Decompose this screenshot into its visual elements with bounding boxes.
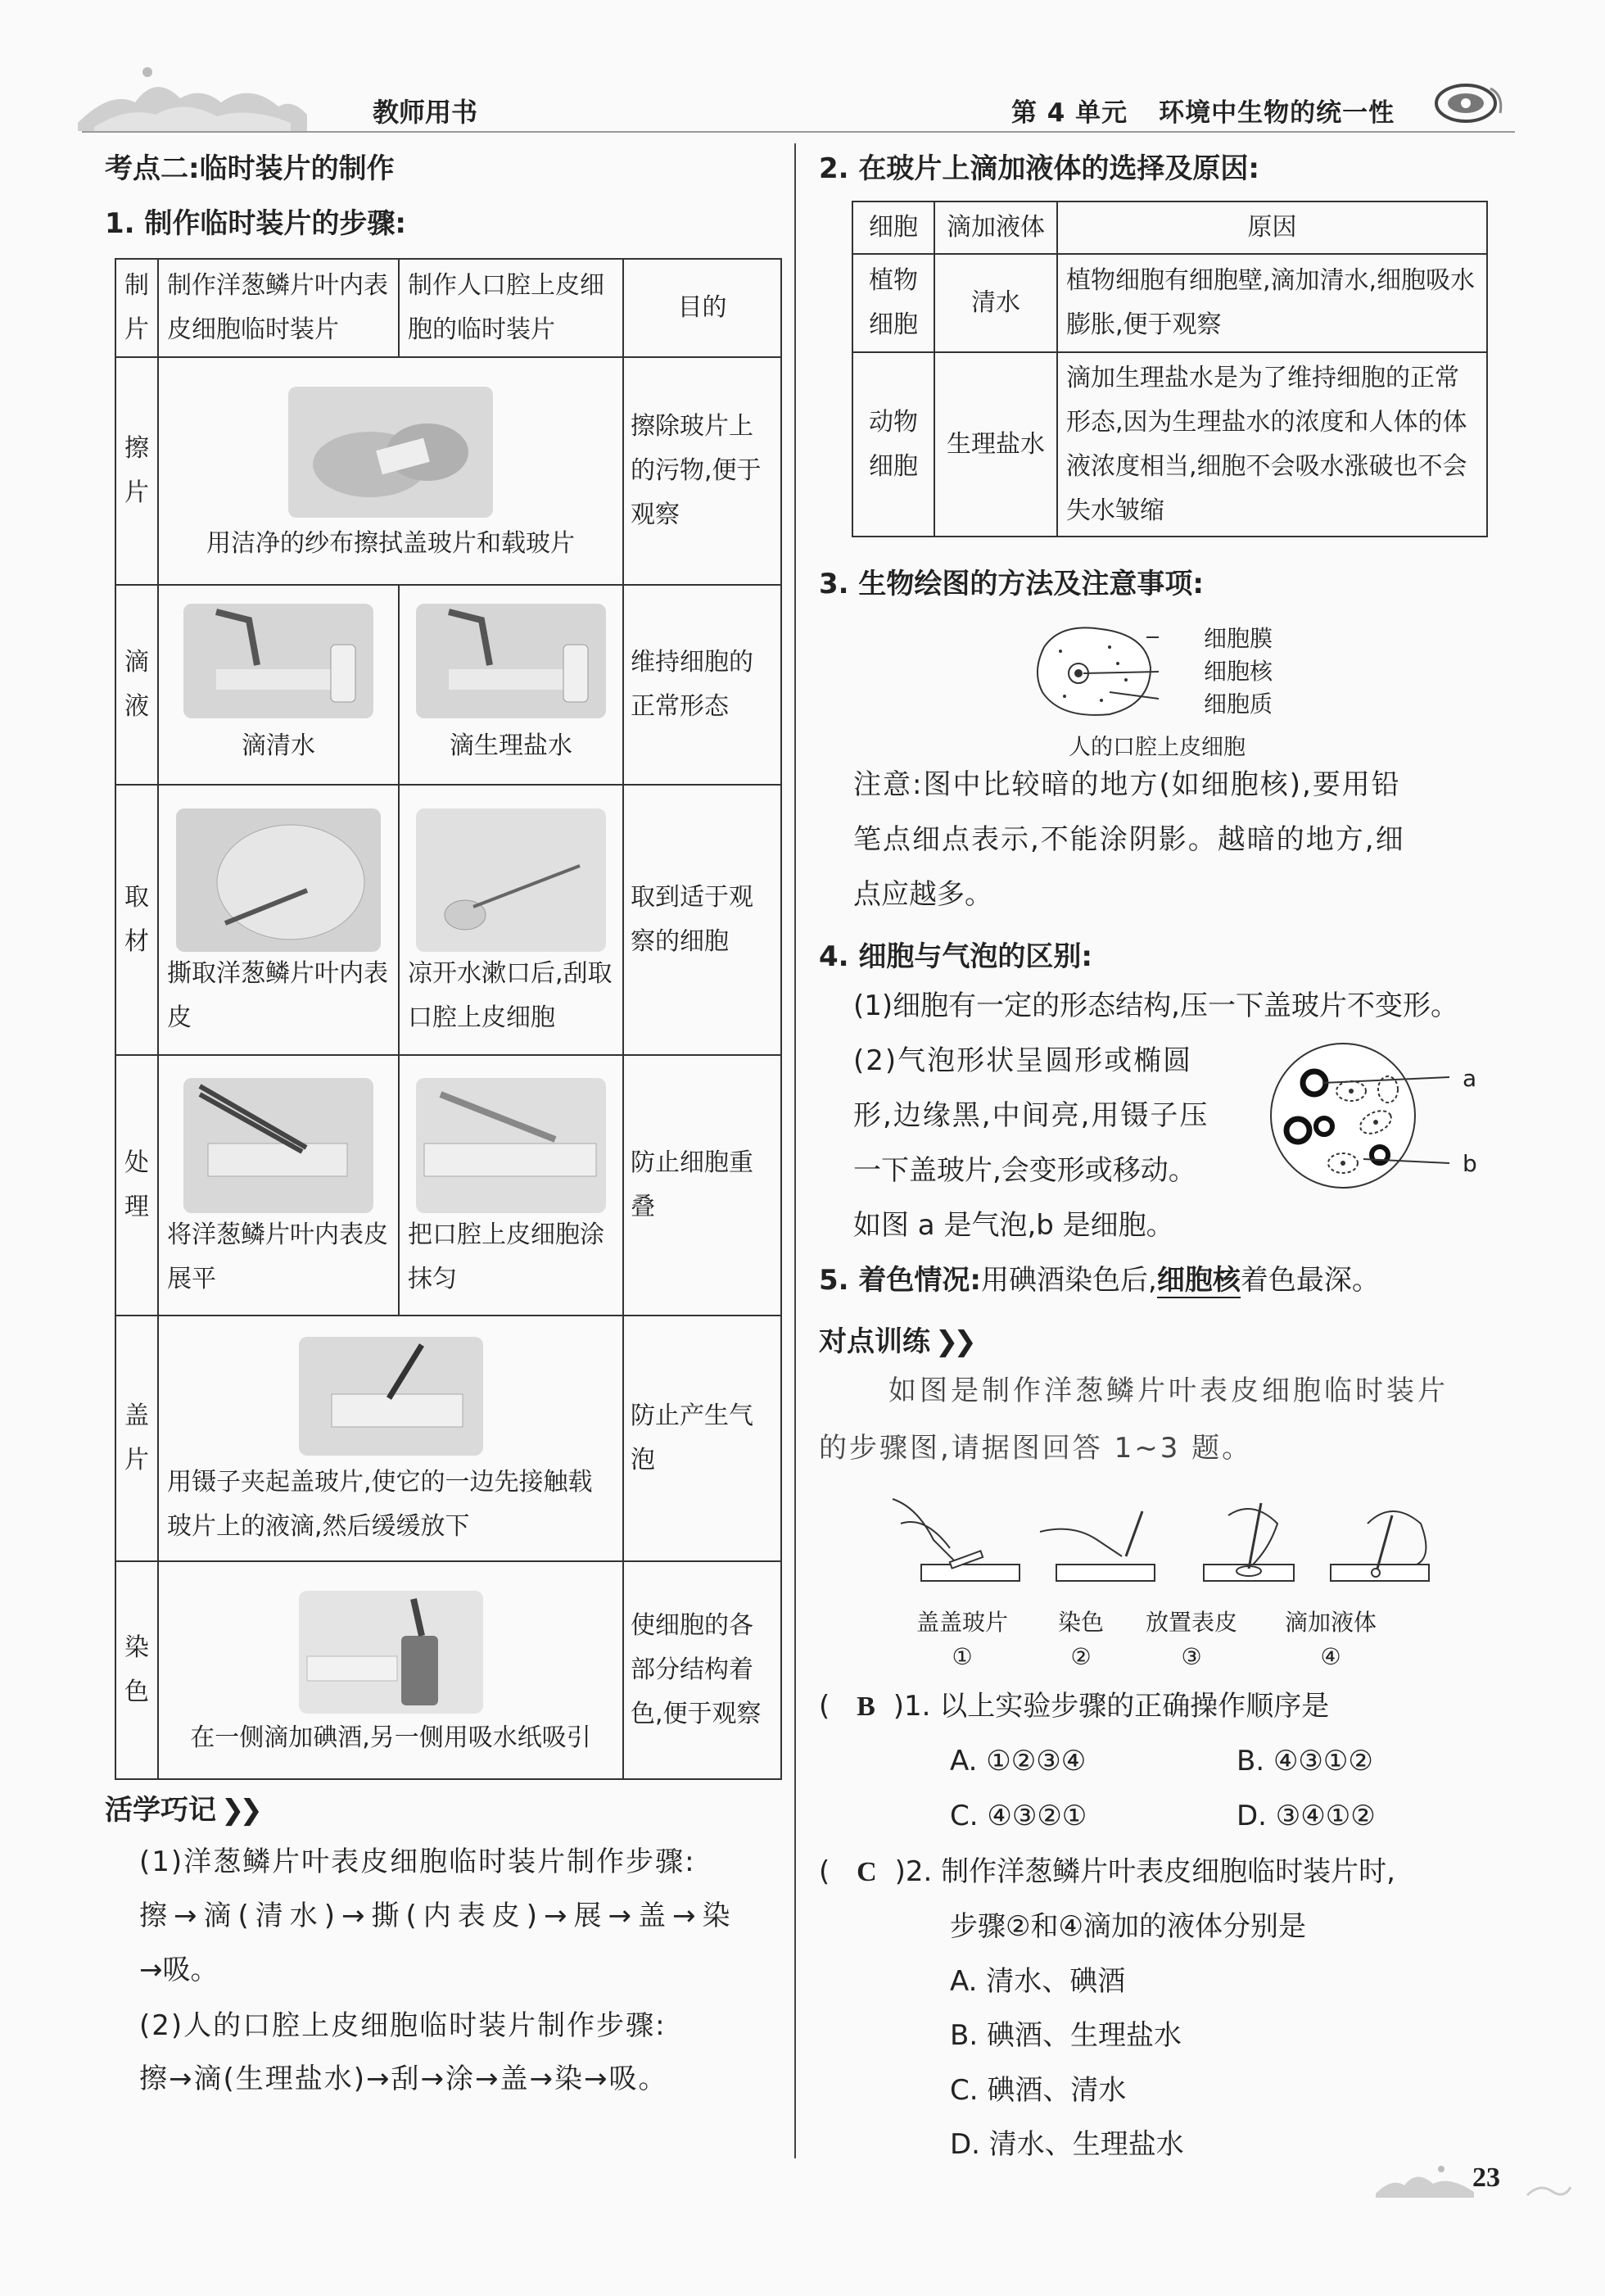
liquid-header-cell: 细胞 — [852, 202, 934, 254]
figure-step — [1277, 1605, 1384, 1674]
practice-label: 对点训练 — [819, 1325, 930, 1358]
table-header-row — [115, 259, 781, 357]
step-category: 处理 — [115, 1055, 158, 1316]
staining-photo — [299, 1591, 483, 1714]
table-header-cell: 目的 — [623, 259, 781, 357]
figure-step-number: ③ — [1181, 1643, 1202, 1670]
s4-line: 形,边缘黑,中间亮,用镊子压 — [853, 1099, 1209, 1132]
step-caption: 滴清水 — [242, 731, 315, 760]
table-row — [852, 352, 1487, 537]
flattening-epidermis-photo — [183, 1078, 373, 1213]
s5-text: 用碘酒染色后, — [981, 1264, 1157, 1297]
tips-line: (1)洋葱鳞片叶表皮细胞临时装片制作步骤: — [139, 1845, 696, 1878]
tips-line: (2)人的口腔上皮细胞临时装片制作步骤: — [139, 2009, 667, 2042]
table-row — [115, 1316, 781, 1561]
scraping-cheek-photo — [416, 808, 606, 952]
column-divider — [794, 143, 796, 2158]
liquid-cell-type: 动物细胞 — [852, 352, 934, 537]
figure-step — [913, 1605, 1011, 1674]
cell-membrane-label: 细胞膜 — [1204, 625, 1273, 652]
peeling-onion-photo — [176, 808, 381, 952]
liquid-name: 清水 — [934, 254, 1057, 352]
memory-tips-label: 活学巧记 — [105, 1794, 216, 1827]
option: D. 清水、生理盐水 — [950, 2128, 1184, 2161]
table-row — [115, 1055, 781, 1316]
step-caption: 撕取洋葱鳞片叶内表皮 — [167, 958, 388, 1032]
steps-title: 1. 制作临时装片的步骤: — [105, 207, 407, 240]
question-1-open: ( — [819, 1690, 830, 1723]
cell-labels — [1204, 623, 1273, 721]
step-caption: 用洁净的纱布擦拭盖玻片和载玻片 — [206, 529, 575, 558]
s3-note-line: 笔点细点表示,不能涂阴影。越暗的地方,细 — [853, 823, 1405, 856]
tips-line: →吸。 — [139, 1954, 219, 1986]
steps-table — [115, 258, 782, 1780]
s4-line: (1)细胞有一定的形态结构,压一下盖玻片不变形。 — [853, 989, 1458, 1022]
option: C. ④③②① — [950, 1800, 1087, 1832]
liquid-name: 生理盐水 — [934, 352, 1057, 537]
table-row — [115, 357, 781, 585]
liquid-header-row — [852, 202, 1487, 254]
step-purpose: 维持细胞的正常形态 — [623, 585, 781, 785]
double-chevron-icon: ❯❯ — [216, 1794, 258, 1827]
step-cheek-cell — [399, 785, 623, 1055]
s5-suffix: 着色最深。 — [1240, 1264, 1380, 1297]
question-2 — [819, 1845, 1395, 1900]
procedure-figure — [876, 1491, 1441, 1597]
table-row — [852, 254, 1487, 352]
double-chevron-icon: ❯❯ — [930, 1325, 972, 1358]
step-purpose: 防止产生气泡 — [623, 1316, 781, 1561]
s2-title: 2. 在玻片上滴加液体的选择及原因: — [819, 152, 1260, 185]
step-category: 滴液 — [115, 585, 158, 785]
step-onion-cell — [158, 1316, 623, 1561]
cell-label: b — [1463, 1150, 1477, 1177]
table-row — [115, 585, 781, 785]
mountain-decoration-icon — [78, 57, 307, 131]
figure-step-label: 染色 — [1057, 1609, 1104, 1636]
s4-title: 4. 细胞与气泡的区别: — [819, 940, 1093, 973]
question-1 — [819, 1679, 1329, 1734]
practice-title — [819, 1319, 972, 1359]
figure-step-label: 放置表皮 — [1145, 1609, 1237, 1636]
step-onion-cell — [158, 785, 399, 1055]
step-onion-cell — [158, 1055, 399, 1316]
step-category: 盖片 — [115, 1316, 158, 1561]
table-header-cell: 制作人口腔上皮细胞的临时装片 — [399, 259, 623, 357]
step-onion-cell — [158, 357, 623, 585]
step-caption: 在一侧滴加碘酒,另一侧用吸水纸吸引 — [190, 1723, 591, 1752]
s3-note-line: 点应越多。 — [853, 878, 992, 911]
figure-step-label: 滴加液体 — [1284, 1609, 1377, 1636]
eye-logo-icon — [1433, 79, 1507, 126]
option: B. 碘酒、生理盐水 — [950, 2019, 1182, 2052]
figure-step — [1040, 1605, 1122, 1674]
section-title: 考点二:临时装片的制作 — [105, 152, 395, 185]
tips-line: 擦→滴(清水)→撕(内表皮)→展→盖→染 — [139, 1900, 737, 1932]
question-2-text-2: 步骤②和④滴加的液体分别是 — [950, 1910, 1306, 1943]
liquid-header-cell: 原因 — [1057, 202, 1487, 254]
step-caption: 把口腔上皮细胞涂抹匀 — [408, 1220, 604, 1293]
question-2-text: )2. 制作洋葱鳞片叶表皮细胞临时装片时, — [894, 1855, 1395, 1888]
header-unit-title: 环境中生物的统一性 — [1159, 98, 1395, 128]
liquid-cell-type: 植物细胞 — [852, 254, 934, 352]
s5-line — [819, 1253, 1380, 1308]
step-caption: 滴生理盐水 — [450, 731, 572, 760]
step1-drawing — [893, 1499, 1020, 1581]
step2-drawing — [1040, 1511, 1155, 1581]
dropping-water-photo — [183, 604, 373, 718]
step-purpose: 使细胞的各部分结构着色,便于观察 — [623, 1561, 781, 1779]
step-category: 擦片 — [115, 357, 158, 585]
step-caption: 将洋葱鳞片叶内表皮展平 — [167, 1220, 388, 1293]
table-header-cell: 制作洋葱鳞片叶内表皮细胞临时装片 — [158, 259, 399, 357]
step3-drawing — [1204, 1503, 1294, 1581]
step-category: 取材 — [115, 785, 158, 1055]
figure-step-number: ④ — [1320, 1643, 1341, 1670]
footer-mountain-icon — [1376, 2161, 1474, 2198]
s5-key: 细胞核 — [1156, 1264, 1241, 1297]
s3-title: 3. 生物绘图的方法及注意事项: — [819, 568, 1205, 600]
practice-intro-line: 的步骤图,请据图回答 1~3 题。 — [819, 1432, 1253, 1465]
step-onion-cell — [158, 1561, 623, 1779]
practice-intro-line: 如图是制作洋葱鳞片叶表皮细胞临时装片 — [888, 1374, 1449, 1407]
step-caption: 凉开水漱口后,刮取口腔上皮细胞 — [408, 958, 613, 1032]
step-onion-cell — [158, 585, 399, 785]
header-unit-number: 第 4 单元 — [1011, 98, 1128, 128]
step-purpose: 取到适于观察的细胞 — [623, 785, 781, 1055]
figure-step-number: ① — [952, 1643, 973, 1670]
header-unit — [1011, 92, 1395, 129]
option: D. ③④①② — [1237, 1800, 1376, 1832]
option: C. 碘酒、清水 — [950, 2074, 1127, 2107]
question-1-text: )1. 以上实验步骤的正确操作顺序是 — [893, 1690, 1330, 1723]
smearing-cells-photo — [416, 1078, 606, 1213]
figure-step — [1138, 1605, 1245, 1674]
bubble-label: a — [1463, 1065, 1477, 1092]
option: A. ①②③④ — [950, 1745, 1087, 1777]
step-cheek-cell — [399, 585, 623, 785]
step-purpose: 擦除玻片上的污物,便于观察 — [623, 357, 781, 585]
option: B. ④③①② — [1237, 1745, 1373, 1777]
cell-caption: 人的口腔上皮细胞 — [1069, 735, 1246, 760]
table-row — [115, 1561, 781, 1779]
bubble-cell-diagram — [1265, 1040, 1466, 1196]
table-header-cell: 制片 — [115, 259, 158, 357]
footer-swirl-icon — [1523, 2179, 1572, 2203]
question-2-open: ( — [819, 1855, 830, 1888]
s5-title: 5. 着色情况: — [819, 1264, 982, 1297]
memory-tips-title — [105, 1787, 258, 1827]
step-purpose: 防止细胞重叠 — [623, 1055, 781, 1316]
option: A. 清水、碘酒 — [950, 1965, 1126, 1998]
step-category: 染色 — [115, 1561, 158, 1779]
cell-nucleus-label: 细胞核 — [1204, 658, 1273, 685]
tips-line: 擦→滴(生理盐水)→刮→涂→盖→染→吸。 — [139, 2063, 668, 2095]
liquid-header-cell: 滴加液体 — [934, 202, 1057, 254]
cytoplasm-label: 细胞质 — [1204, 691, 1273, 718]
page-number: 23 — [1472, 2162, 1500, 2193]
step-caption: 用镊子夹起盖玻片,使它的一边先接触载玻片上的液滴,然后缓缓放下 — [167, 1467, 593, 1541]
step-cheek-cell — [399, 1055, 623, 1316]
step4-drawing — [1331, 1511, 1429, 1581]
s3-note-line: 注意:图中比较暗的地方(如细胞核),要用铅 — [853, 768, 1401, 801]
s4-line: 一下盖玻片,会变形或移动。 — [853, 1154, 1196, 1187]
header-book-label: 教师用书 — [373, 97, 478, 128]
s4-line: (2)气泡形状呈圆形或椭圆 — [853, 1044, 1193, 1077]
wiping-slide-photo — [288, 387, 493, 518]
liquid-reason: 植物细胞有细胞壁,滴加清水,细胞吸水膨胀,便于观察 — [1057, 254, 1487, 352]
figure-step-number: ② — [1070, 1643, 1092, 1670]
liquid-table — [852, 201, 1488, 537]
header-rule — [82, 131, 1515, 133]
s4-line: 如图 a 是气泡,b 是细胞。 — [853, 1209, 1174, 1242]
cheek-cell-diagram — [1028, 623, 1159, 721]
question-1-answer: B — [857, 1691, 875, 1722]
figure-step-label: 盖盖玻片 — [916, 1609, 1008, 1636]
dropping-saline-photo — [416, 604, 606, 718]
liquid-reason: 滴加生理盐水是为了维持细胞的正常形态,因为生理盐水的浓度和人体的体液浓度相当,细胞不会吸水涨破也不会失水皱缩 — [1057, 352, 1487, 537]
question-2-answer: C — [857, 1857, 877, 1887]
cover-slip-photo — [299, 1337, 483, 1456]
table-row — [115, 785, 781, 1055]
